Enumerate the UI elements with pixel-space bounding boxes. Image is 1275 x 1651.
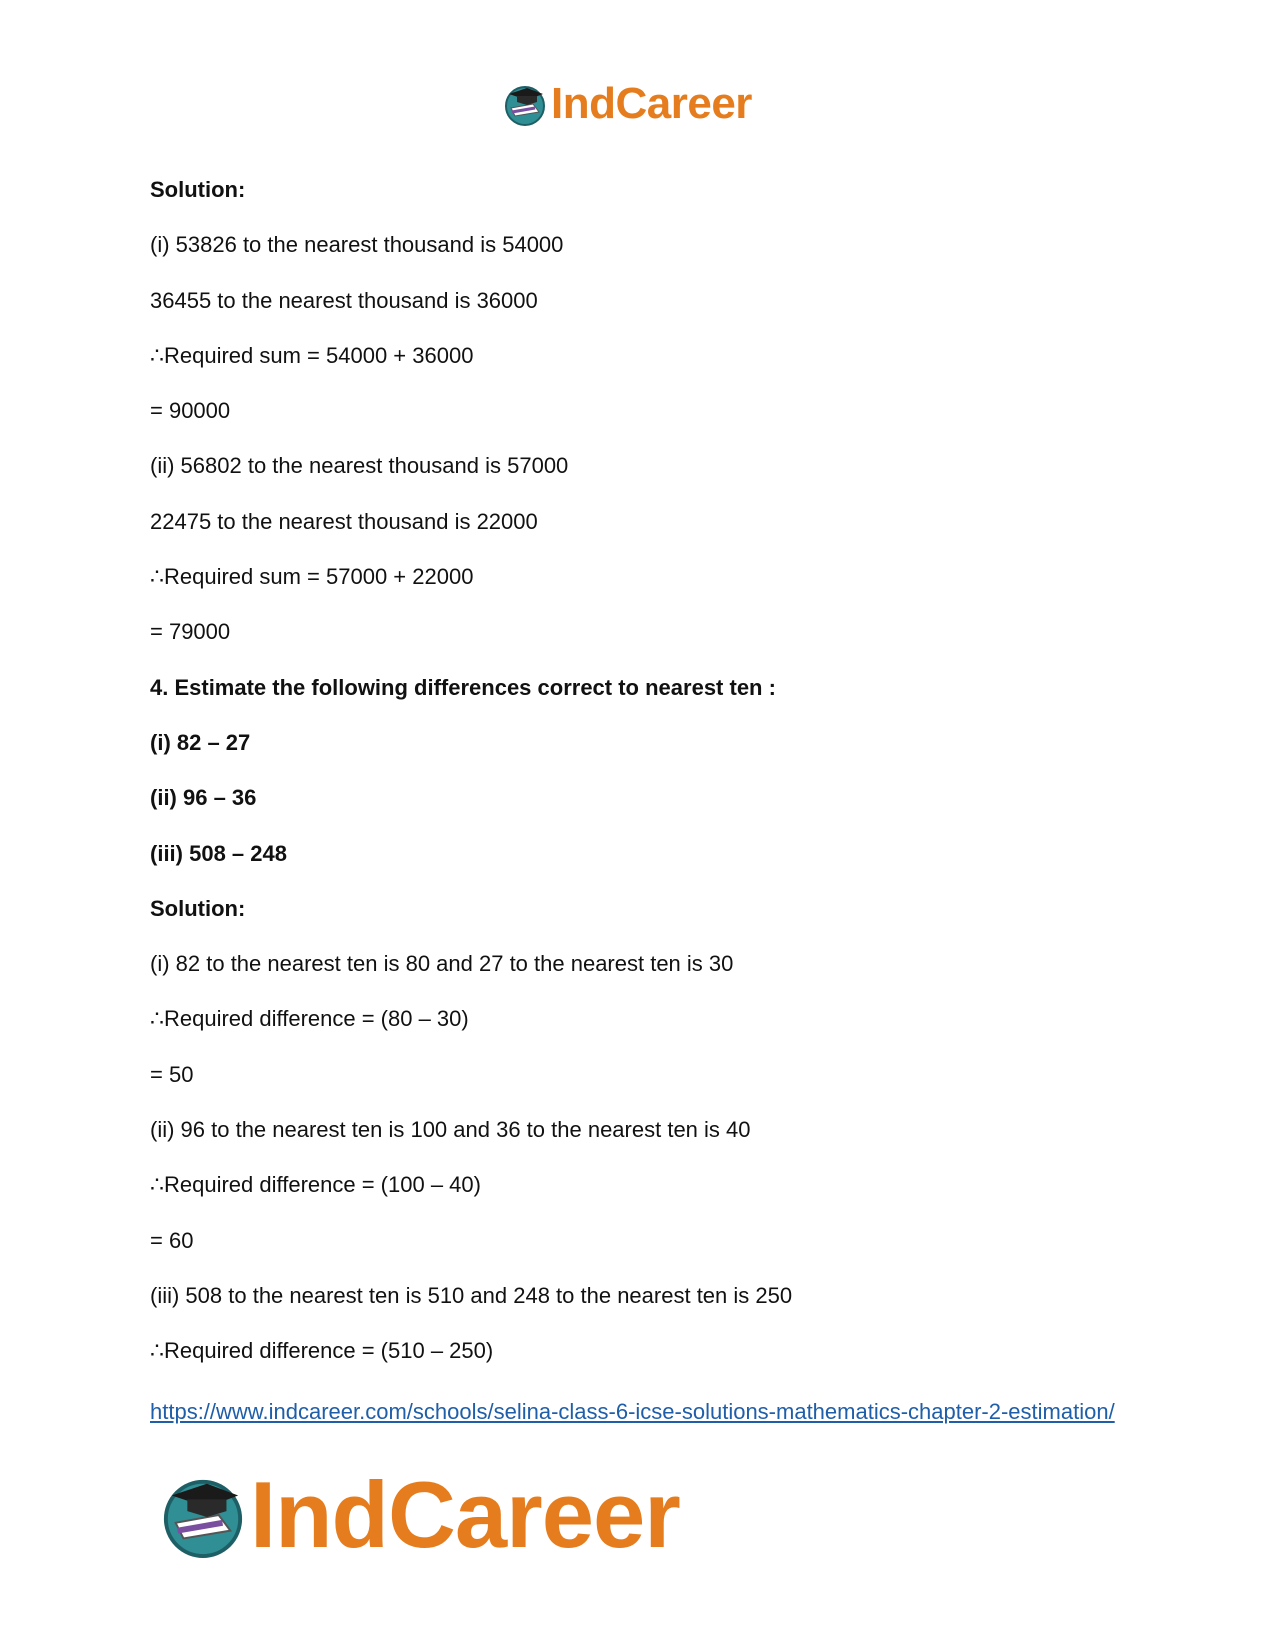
heading-line: Solution:	[150, 895, 246, 921]
heading-line: (ii) 96 – 36	[150, 785, 257, 811]
text-line: ∴Required difference = (510 – 250)	[150, 1338, 494, 1364]
heading-line: (i) 82 – 27	[150, 729, 251, 755]
logo-globe-icon	[160, 1472, 246, 1558]
header-logo	[503, 80, 752, 128]
text-line: = 90000	[150, 398, 231, 424]
heading-line: Solution:	[150, 177, 246, 202]
text-line: (i) 53826 to the nearest thousand is 54000	[150, 232, 564, 258]
text-line: ∴Required sum = 57000 + 22000	[150, 564, 474, 590]
text-line: = 79000	[150, 619, 231, 645]
text-line: ∴Required difference = (100 – 40)	[150, 1172, 481, 1198]
text-line: 36455 to the nearest thousand is 36000	[150, 287, 538, 313]
heading-line: 4. Estimate the following differences correct to nearest ten :	[150, 674, 776, 700]
footer-logo	[160, 1462, 680, 1567]
text-line: 22475 to the nearest thousand is 22000	[150, 508, 538, 534]
text-line: ∴Required difference = (80 – 30)	[150, 1006, 469, 1032]
text-line: = 50	[150, 1061, 194, 1087]
text-line: ∴Required sum = 54000 + 36000	[150, 342, 474, 368]
text-line: = 60	[150, 1227, 194, 1253]
heading-line: (iii) 508 – 248	[150, 840, 287, 866]
text-line: (iii) 508 to the nearest ten is 510 and 248 to the nearest ten is 250	[150, 1282, 793, 1308]
document-body	[150, 172, 1130, 1389]
logo-globe-icon	[503, 82, 547, 126]
header-logo-text: IndCareer	[551, 79, 752, 128]
text-line: (ii) 96 to the nearest ten is 100 and 36 to the nearest ten is 40	[150, 1117, 751, 1143]
text-line: (i) 82 to the nearest ten is 80 and 27 to the nearest ten is 30	[150, 951, 734, 977]
text-line: (ii) 56802 to the nearest thousand is 57000	[150, 453, 569, 479]
source-link[interactable]: https://www.indcareer.com/schools/selina-class-6-icse-solutions-mathematics-chapter-2-estimation/	[150, 1399, 1115, 1424]
footer-logo-text: IndCareer	[250, 1462, 680, 1567]
